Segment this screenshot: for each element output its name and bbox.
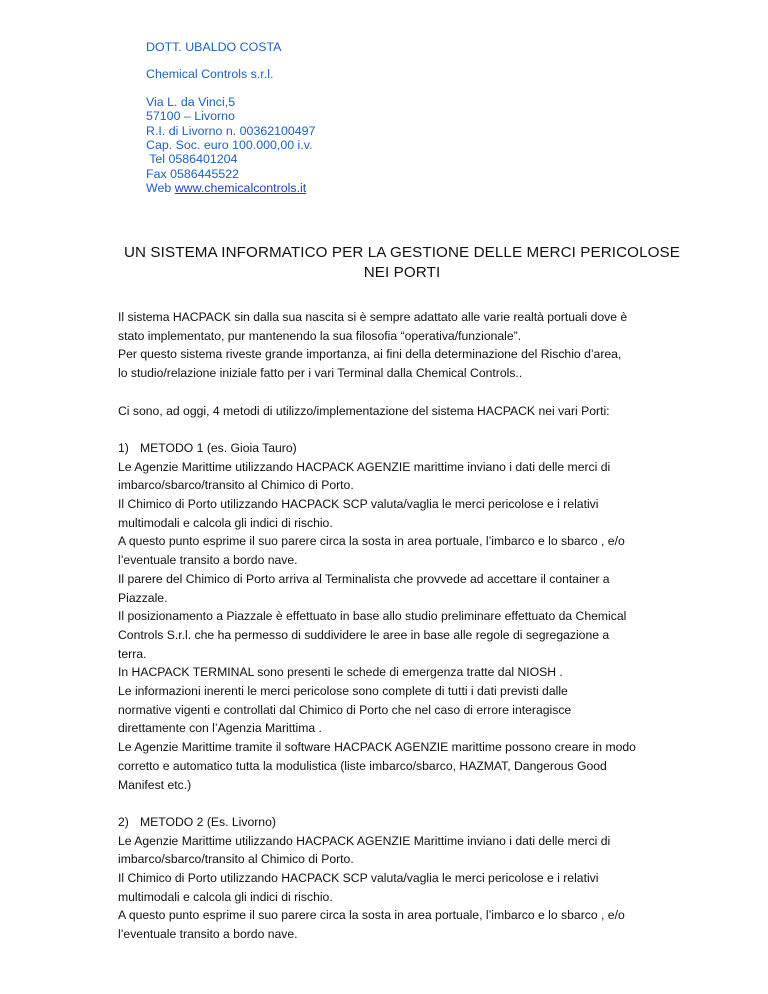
text-line: Manifest etc.) (118, 777, 192, 792)
text-line: Le Agenzie Marittime tramite il software HACPACK AGENZIE marittime possono creare in modo (118, 740, 636, 755)
text-line: Piazzale. (118, 590, 168, 605)
text-line: Per questo sistema riveste grande importanza, ai fini della determinazione del Rischio d’area, (118, 347, 622, 362)
title-line-2: NEI PORTI (363, 263, 441, 281)
text-line: Il posizionamento a Piazzale è effettuato in base allo studio preliminare effettuato da Chemical (118, 609, 627, 624)
method-2-heading (118, 813, 704, 832)
intro-paragraph (118, 308, 704, 383)
document-title (118, 243, 686, 282)
text-line: Le Agenzie Marittime utilizzando HACPACK AGENZIE Marittime inviano i dati delle merci di (118, 833, 611, 848)
text-line: Il Chimico di Porto utilizzando HACPACK SCP valuta/vaglia le merci pericolose e i relativi (118, 497, 599, 511)
text-line: multimodali e calcola gli indici di rischio. (118, 889, 333, 904)
address-line: 57100 – Livorno (146, 109, 235, 124)
methods-intro: Ci sono, ad oggi, 4 metodi di utilizzo/implementazione del sistema HACPACK nei vari Porti: (118, 403, 610, 418)
website-link[interactable]: www.chemicalcontrols.it (174, 181, 307, 196)
text-line: direttamente con l’Agenzia Marittima . (118, 721, 322, 736)
text-line: lo studio/relazione iniziale fatto per i vari Terminal dalla Chemical Controls.. (118, 366, 523, 381)
title-line-1: UN SISTEMA INFORMATICO PER LA GESTIONE DELLE MERCI PERICOLOSE (123, 244, 681, 261)
text-line: stato implementato, pur mantenendo la sua filosofia “operativa/funzionale”. (118, 328, 522, 343)
text-line: In HACPACK TERMINAL sono presenti le schede di emergenza tratte dal NIOSH . (118, 665, 563, 680)
method-2-section (118, 813, 704, 944)
method-1-heading (118, 439, 704, 458)
letterhead (146, 40, 566, 196)
company-name: Chemical Controls s.r.l. (146, 67, 274, 82)
text-line: Le informazioni inerenti le merci pericolose sono complete di tutti i dati previsti dalle (118, 684, 568, 699)
text-line: corretto e automatico tutta la modulistica (liste imbarco/sbarco, HAZMAT, Dangerous Good (118, 758, 607, 773)
method-number: 2) (118, 814, 129, 829)
text-line: Le Agenzie Marittime utilizzando HACPACK AGENZIE marittime inviano i dati delle merci di (118, 459, 611, 474)
text-line: l’eventuale transito a bordo nave. (118, 927, 298, 942)
text-line: terra. (118, 646, 147, 661)
text-line: Il Chimico di Porto utilizzando HACPACK SCP valuta/vaglia le merci pericolose e i relativi (118, 871, 599, 886)
web-line (146, 181, 566, 195)
text-line: Controls S.r.l. che ha permesso di suddividere le aree in base alle regole di segregazione a (118, 627, 610, 642)
text-line: normative vigenti e controllati dal Chimico di Porto che nel caso di errore interagisce (118, 702, 572, 717)
address-line: Cap. Soc. euro 100.000,00 i.v. (146, 138, 313, 153)
method-1-section (118, 439, 704, 794)
text-line: A questo punto esprime il suo parere circa la sosta in area portuale, l’imbarco e lo sbarco , e/o (118, 534, 625, 549)
address-line: R.I. di Livorno n. 00362100497 (146, 123, 316, 138)
text-line: l’eventuale transito a bordo nave. (118, 553, 298, 568)
method-title: METODO 2 (Es. Livorno) (140, 814, 276, 829)
text-line: Il sistema HACPACK sin dalla sua nascita si è sempre adattato alle varie realtà portuali dove è (118, 310, 628, 324)
phone-line: Tel 0586401204 (146, 152, 238, 167)
text-line: imbarco/sbarco/transito al Chimico di Porto. (118, 852, 354, 867)
text-line: A questo punto esprime il suo parere circa la sosta in area portuale, l’imbarco e lo sbarco , e/o (118, 908, 625, 923)
text-line: imbarco/sbarco/transito al Chimico di Porto. (118, 478, 354, 493)
text-line: multimodali e calcola gli indici di rischio. (118, 515, 333, 530)
doctor-name: DOTT. UBALDO COSTA (146, 40, 282, 54)
text-line: Il parere del Chimico di Porto arriva al Terminalista che provvede ad accettare il container a (118, 571, 610, 586)
document-body (118, 308, 704, 944)
web-label: Web (146, 181, 175, 196)
fax-line: Fax 0586445522 (146, 166, 240, 181)
method-title: METODO 1 (es. Gioia Tauro) (140, 440, 297, 455)
address-line: Via L. da Vinci,5 (146, 94, 236, 109)
method-number: 1) (118, 440, 129, 455)
